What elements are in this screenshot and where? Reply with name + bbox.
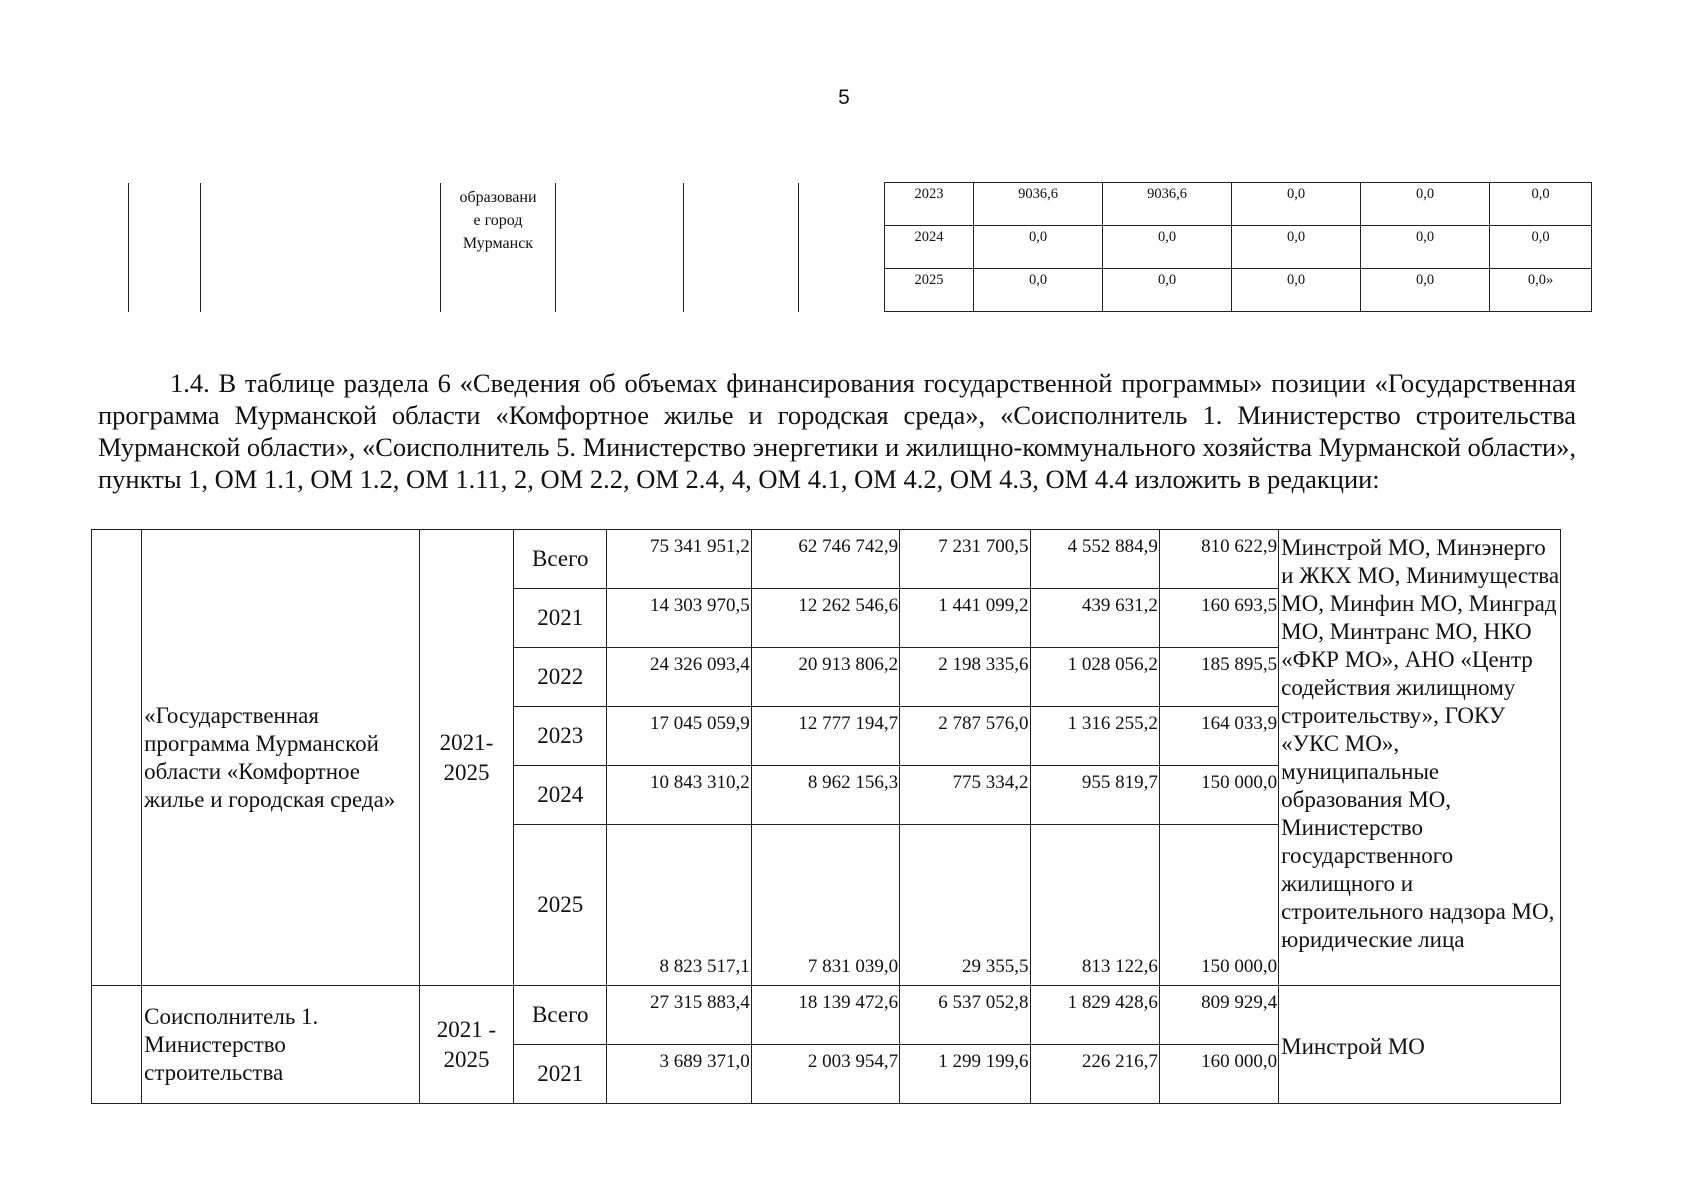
value-cell: 2 003 954,7 [751, 1045, 899, 1104]
value-cell: 810 622,9 [1159, 530, 1278, 589]
value-cell: 160 000,0 [1159, 1045, 1278, 1104]
value-cell: 775 334,2 [900, 766, 1030, 825]
value-cell: 0,0 [1103, 226, 1232, 269]
value-cell: 0,0 [1361, 269, 1490, 312]
value-cell: 2 198 335,6 [900, 648, 1030, 707]
value-cell: 9036,6 [974, 183, 1103, 226]
table-row [92, 530, 1561, 589]
value-cell: 0,0 [974, 226, 1103, 269]
value-cell: 9036,6 [1103, 183, 1232, 226]
year-cell: 2024 [514, 766, 607, 825]
value-cell: 8 962 156,3 [751, 766, 899, 825]
value-cell: 18 139 472,6 [751, 986, 899, 1045]
value-cell: 20 913 806,2 [751, 648, 899, 707]
value-cell: 0,0 [1361, 226, 1490, 269]
value-cell: 8 823 517,1 [607, 825, 751, 986]
value-cell: 160 693,5 [1159, 589, 1278, 648]
value-cell: 62 746 742,9 [751, 530, 899, 589]
value-cell: 7 831 039,0 [751, 825, 899, 986]
program-executors: Минстрой МО, Минэнерго и ЖКХ МО, Минимущества МО, Минфин МО, Минград МО, Минтранс МО, НКО «ФКР МО», АНО «Центр содействия жилищному строительству», ГОКУ «УКС МО», муниципальные образования МО, Министерство государственного жилищного и строительного надзора МО, юридические лица [1279, 530, 1561, 986]
year-cell: 2023 [514, 707, 607, 766]
value-cell: 17 045 059,9 [607, 707, 751, 766]
coexecutor-name: Соисполнитель 1. Министерство строительства [142, 986, 420, 1104]
value-cell: 955 819,7 [1030, 766, 1159, 825]
blank-cell [684, 183, 799, 312]
continued-row [129, 183, 1592, 226]
year-cell: 2021 [514, 589, 607, 648]
program-period: 2021-2025 [419, 530, 513, 986]
value-cell: 1 441 099,2 [900, 589, 1030, 648]
organization-line: Мурманск [462, 234, 534, 252]
value-cell: 12 777 194,7 [751, 707, 899, 766]
year-cell: 2024 [885, 226, 974, 269]
blank-cell [92, 530, 142, 986]
value-cell: 439 631,2 [1030, 589, 1159, 648]
value-cell: 12 262 546,6 [751, 589, 899, 648]
program-name: «Государственная программа Мурманской области «Комфортное жилье и городская среда» [142, 530, 420, 986]
value-cell: 0,0 [1490, 183, 1592, 226]
value-cell: 0,0 [974, 269, 1103, 312]
blank-cell [799, 183, 885, 312]
year-cell: Всего [514, 530, 607, 589]
value-cell: 6 537 052,8 [900, 986, 1030, 1045]
value-cell: 3 689 371,0 [607, 1045, 751, 1104]
value-cell: 813 122,6 [1030, 825, 1159, 986]
value-cell: 0,0 [1361, 183, 1490, 226]
value-cell: 164 033,9 [1159, 707, 1278, 766]
value-cell: 0,0» [1490, 269, 1592, 312]
blank-cell [201, 183, 441, 312]
value-cell: 0,0 [1232, 183, 1361, 226]
value-cell: 0,0 [1232, 226, 1361, 269]
value-cell: 1 299 199,6 [900, 1045, 1030, 1104]
organization-cell [441, 183, 556, 312]
financing-table [91, 529, 1561, 1104]
blank-cell [129, 183, 201, 312]
organization-line: образовани [459, 188, 537, 206]
value-cell: 1 316 255,2 [1030, 707, 1159, 766]
page-number: 5 [838, 86, 850, 109]
year-cell: 2021 [514, 1045, 607, 1104]
amendment-paragraph [98, 367, 1576, 495]
value-cell: 0,0 [1103, 269, 1232, 312]
year-cell: 2023 [885, 183, 974, 226]
paragraph-text: 1.4. В таблице раздела 6 «Сведения об объемах финансирования государственной программы» позиции «Государственная программа Мурманской области «Комфортное жилье и городская среда», «Соисполнитель 1. Министерство строительства Мурманской области», «Соисполнитель 5. Министерство энергетики и жилищно-коммунального хозяйства Мурманской области», пункты 1, ОМ 1.1, ОМ 1.2, ОМ 1.11, 2, ОМ 2.2, ОМ 2.4, 4, ОМ 4.1, ОМ 4.2, ОМ 4.3, ОМ 4.4 изложить в редакции: [98, 368, 1576, 494]
value-cell: 1 028 056,2 [1030, 648, 1159, 707]
value-cell: 27 315 883,4 [607, 986, 751, 1045]
organization-line: е город [473, 211, 523, 229]
value-cell: 0,0 [1232, 269, 1361, 312]
value-cell: 0,0 [1490, 226, 1592, 269]
table-row [92, 986, 1561, 1045]
value-cell: 226 216,7 [1030, 1045, 1159, 1104]
value-cell: 24 326 093,4 [607, 648, 751, 707]
year-cell: 2025 [514, 825, 607, 986]
value-cell: 75 341 951,2 [607, 530, 751, 589]
value-cell: 2 787 576,0 [900, 707, 1030, 766]
coexecutor-executor: Минстрой МО [1279, 986, 1561, 1104]
year-cell: 2025 [885, 269, 974, 312]
value-cell: 7 231 700,5 [900, 530, 1030, 589]
value-cell: 809 929,4 [1159, 986, 1278, 1045]
continued-table [128, 182, 1592, 312]
value-cell: 150 000,0 [1159, 825, 1278, 986]
blank-cell [92, 986, 142, 1104]
blank-cell [556, 183, 684, 312]
value-cell: 1 829 428,6 [1030, 986, 1159, 1045]
value-cell: 14 303 970,5 [607, 589, 751, 648]
value-cell: 150 000,0 [1159, 766, 1278, 825]
value-cell: 10 843 310,2 [607, 766, 751, 825]
value-cell: 29 355,5 [900, 825, 1030, 986]
value-cell: 4 552 884,9 [1030, 530, 1159, 589]
coexecutor-period: 2021 - 2025 [419, 986, 513, 1104]
value-cell: 185 895,5 [1159, 648, 1278, 707]
year-cell: 2022 [514, 648, 607, 707]
year-cell: Всего [514, 986, 607, 1045]
